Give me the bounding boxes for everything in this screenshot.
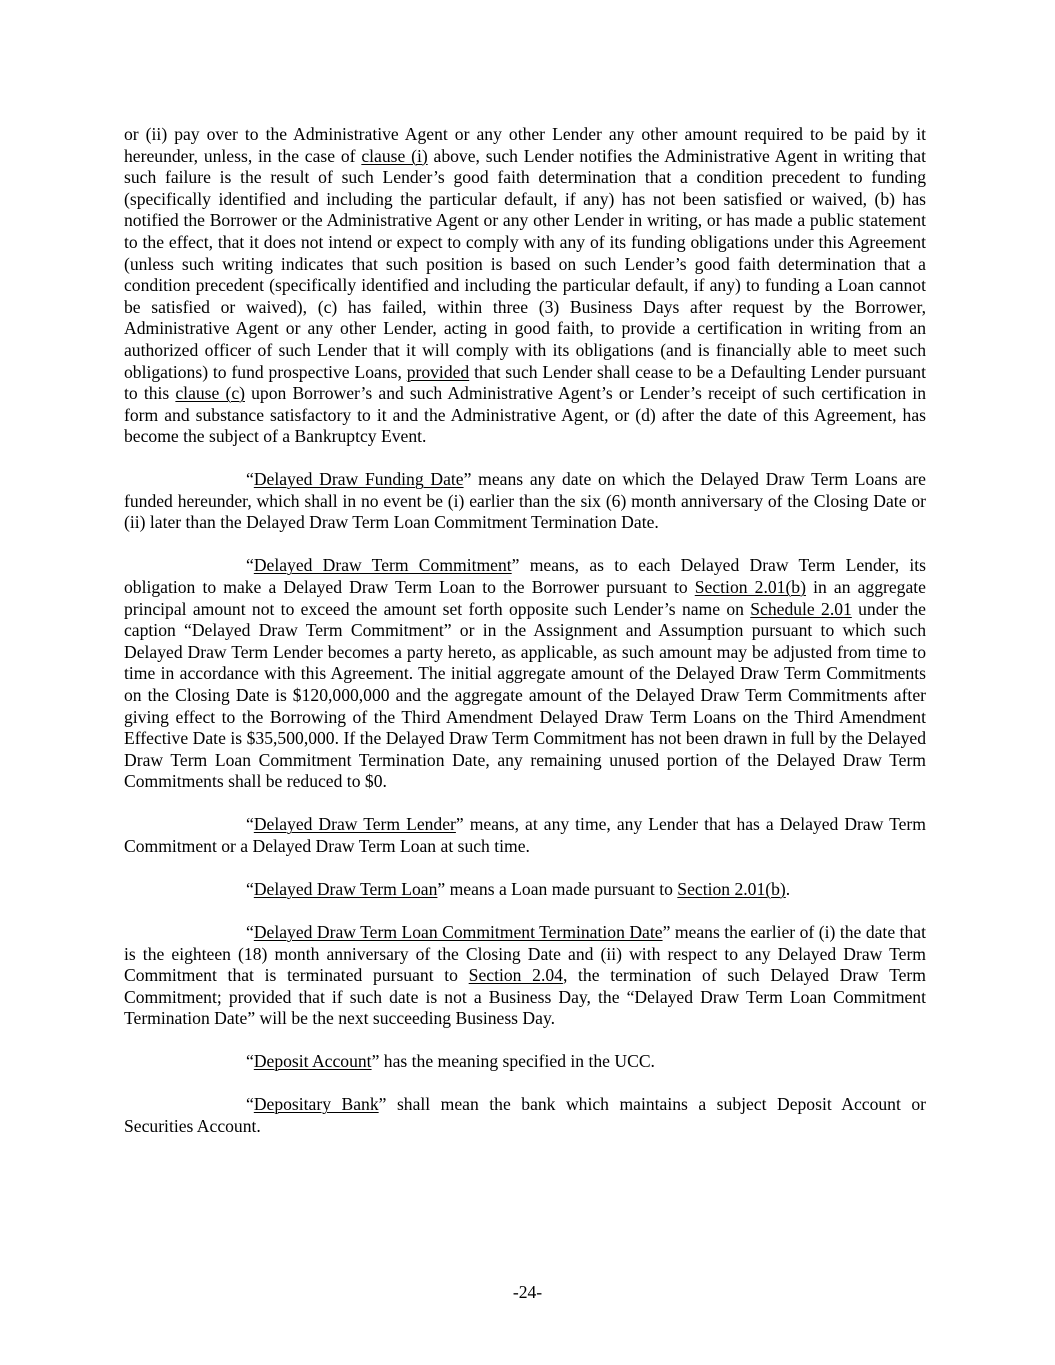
definition-delayed-draw-funding-date xyxy=(124,469,926,534)
definition-delayed-draw-term-commitment xyxy=(124,555,926,793)
text-segment: ” has the meaning specified in the UCC. xyxy=(371,1051,655,1072)
text-segment: “ xyxy=(246,1094,254,1115)
paragraph-continuation xyxy=(124,124,926,448)
text-segment: ” means a Loan made pursuant to xyxy=(437,878,678,899)
underlined-term: Delayed Draw Term Commitment xyxy=(253,555,512,576)
text-segment: “ xyxy=(246,878,254,899)
underlined-term: Depositary Bank xyxy=(253,1094,379,1115)
underlined-term: Section 2.01(b) xyxy=(677,878,786,899)
underlined-term: provided xyxy=(406,361,470,382)
text-segment: ” means the earlier of (i) the date that is the eighteen (18) month anniversary of the Closing Date and (ii) with respect to any Delayed Draw Term Commitment that is terminated pursuant to xyxy=(124,921,926,986)
underlined-term: clause (i) xyxy=(361,145,428,166)
page-number: -24- xyxy=(512,1282,543,1302)
underlined-term: Schedule 2.01 xyxy=(750,598,852,619)
definition-deposit-account xyxy=(124,1051,926,1073)
document-body xyxy=(124,124,926,1137)
text-segment: “ xyxy=(246,469,254,490)
text-segment: ” shall mean the bank which maintains a subject Deposit Account or Securities Account. xyxy=(124,1094,927,1136)
definition-delayed-draw-term-loan-commitment-termination-date xyxy=(124,922,926,1030)
definition-delayed-draw-term-lender xyxy=(124,814,926,857)
underlined-term: Section 2.01(b) xyxy=(694,577,806,598)
underlined-term: Section 2.04 xyxy=(468,965,563,986)
document-page xyxy=(124,124,926,1159)
text-segment: “ xyxy=(246,814,254,835)
text-segment: “ xyxy=(246,555,254,576)
text-segment: that such Lender shall cease to be a Defaulting Lender pursuant to this xyxy=(124,361,926,404)
text-segment: ” means, as to each Delayed Draw Term Lender, its obligation to make a Delayed Draw Term Loan to the Borrower pursuant to xyxy=(124,555,926,598)
text-segment: in an aggregate principal amount not to exceed the amount set forth opposite such Lender’s name on xyxy=(124,577,926,619)
definition-delayed-draw-term-loan xyxy=(124,879,926,901)
text-segment: ” means, at any time, any Lender that has a Delayed Draw Term Commitment or a Delayed Draw Term Loan at such time. xyxy=(124,814,926,856)
text-segment: , the termination of such Delayed Draw Term Commitment; provided that if such date is not a Business Day, the “Delayed Draw Term Loan Commitment Termination Date” will be the next succeeding Business Day. xyxy=(124,965,926,1029)
text-segment: “ xyxy=(246,921,254,942)
definition-depositary-bank xyxy=(124,1094,926,1137)
text-segment: above, such Lender notifies the Administrative Agent in writing that such failure is the result of such Lender’s good faith determination that a condition precedent to funding (specifically identified and including the particular default, if any) has not been satisfied or waived, (b) has notified the Borrower or the Administrative Agent or any other Lender in writing, or has made a public statement to the effect, that it does not intend or expect to comply with any of its funding obligations under this Agreement (unless such writing indicates that such position is based on such Lender’s good faith determination that a condition precedent (specifically identified and including the particular default, if any) to funding a Loan cannot be satisfied or waived), (c) has failed, within three (3) Business Days after request by the Borrower, Administrative Agent or any other Lender, acting in good faith, to provide a certification in writing from an authorized officer of such Lender that it will comply with its obligations (and is financially able to meet such obligations) to fund prospective Loans, xyxy=(124,145,926,382)
text-segment: upon Borrower’s and such Administrative Agent’s or Lender’s receipt of such certification in form and substance satisfactory to it and the Administrative Agent, or (d) after the date of this Agreement, has become the subject of a Bankruptcy Event. xyxy=(124,383,926,447)
underlined-term: clause (c) xyxy=(175,383,245,404)
underlined-term: Delayed Draw Term Lender xyxy=(253,814,456,835)
underlined-term: Delayed Draw Term Loan xyxy=(253,878,438,899)
underlined-term: Delayed Draw Term Loan Commitment Termination Date xyxy=(253,921,663,942)
text-segment: or (ii) pay over to the Administrative Agent or any other Lender any other amount required to be paid by it hereunder, unless, in the case of xyxy=(124,124,926,166)
underlined-term: Deposit Account xyxy=(253,1051,372,1072)
text-segment: under the caption “Delayed Draw Term Commitment” or in the Assignment and Assumption pursuant to which such Delayed Draw Term Lender becomes a party hereto, as applicable, as such amount may be adjusted from time to time in accordance with this Agreement. The initial aggregate amount of the Delayed Draw Term Commitments on the Closing Date is $120,000,000 and the aggregate amount of the Delayed Draw Term Commitments after giving effect to the Borrowing of the Third Amendment Delayed Draw Term Loans on the Third Amendment Effective Date is $35,500,000. If the Delayed Draw Term Commitment has not been drawn in full by the Delayed Draw Term Loan Commitment Termination Date, any remaining unused portion of the Delayed Draw Term Commitments shall be reduced to $0. xyxy=(124,598,926,792)
text-segment: “ xyxy=(246,1051,254,1072)
underlined-term: Delayed Draw Funding Date xyxy=(253,469,464,490)
text-segment: ” means any date on which the Delayed Draw Term Loans are funded hereunder, which shall in no event be (i) earlier than the six (6) month anniversary of the Closing Date or (ii) later than the Delayed Draw Term Loan Commitment Termination Date. xyxy=(124,469,926,533)
text-segment: . xyxy=(785,878,791,899)
